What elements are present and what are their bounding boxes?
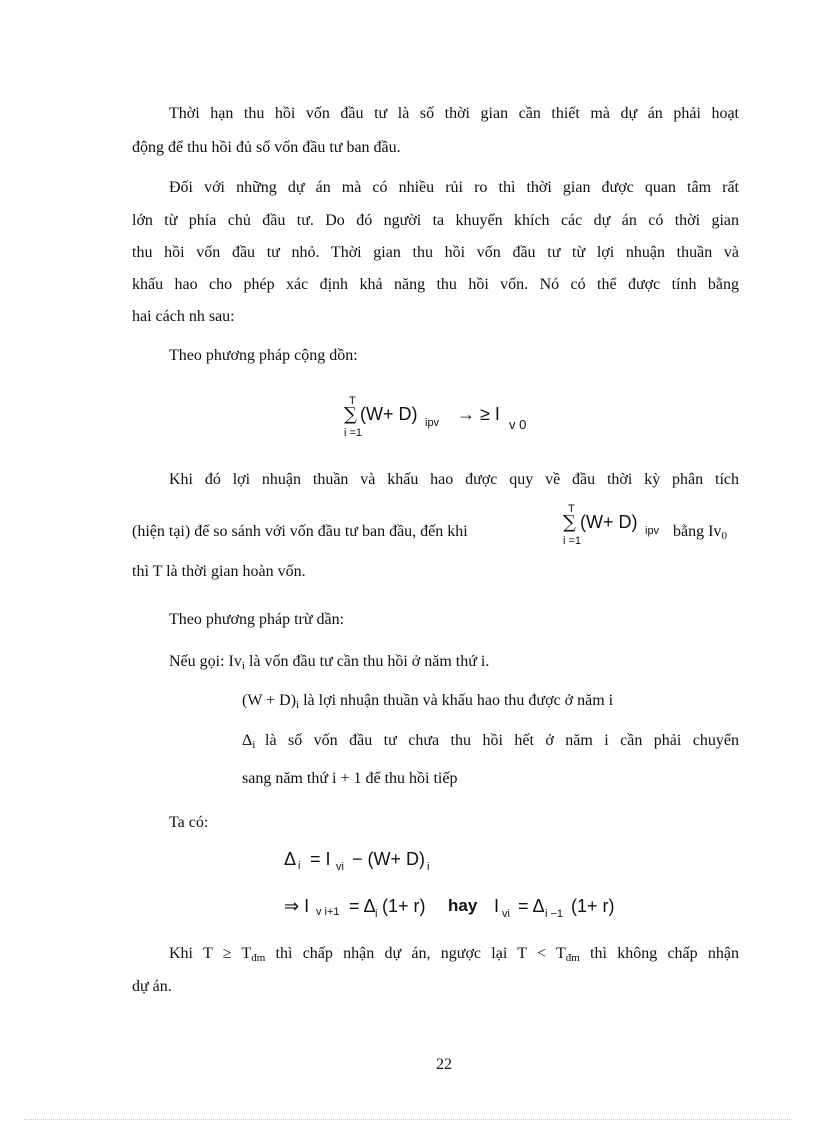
def-2-wd: (W + D) <box>242 692 297 709</box>
sum-lower-limit: i =1 <box>344 427 363 439</box>
definition-2 <box>242 691 613 711</box>
page-bottom-divider <box>24 1119 792 1120</box>
delta-glyph-sub: i <box>252 739 256 751</box>
ta-co-label: Ta có: <box>169 814 209 831</box>
f3-i: I <box>494 896 500 916</box>
def-2-sub: i <box>296 699 300 711</box>
arrow-geq-I: → ≥ I <box>457 404 500 424</box>
f2-one-plus-r: (1+ r) <box>382 896 426 916</box>
p4-part-b: thì chấp nhận dự án, ngược lại T < T <box>265 945 566 962</box>
paragraph-2-line-2: lớn từ phía chủ đầu tư. Do đó người ta khuyến khích các dự án có thời gian <box>132 212 739 229</box>
definition-3-line-1: là số vốn đầu tư chưa thu hồi hết ở năm i cần phải chuyển <box>265 732 739 749</box>
f1-equals-i: = I <box>310 849 331 869</box>
f2-implies-i: ⇒ I <box>284 896 310 916</box>
paragraph-3-line-3: thì T là thời gian hoàn vốn. <box>132 563 306 580</box>
definition-1 <box>169 652 489 672</box>
paragraph-4-line-2: dự án. <box>132 978 172 995</box>
equals-iv-text: bằng Iv <box>673 523 722 540</box>
paragraph-3-line-2-start: (hiện tại) để so sánh với vốn đầu tư ban đầu, đến khi <box>132 523 468 540</box>
f1-minus-wd: − (W+ D) <box>352 849 426 869</box>
f2-vi1-sub: v i+1 <box>316 906 340 918</box>
delta-symbol <box>242 731 255 751</box>
inline-sum-body: (W+ D) <box>580 512 638 532</box>
sigma-symbol: ∑ <box>344 404 357 425</box>
method-1-heading: Theo phương pháp cộng dồn: <box>169 347 358 364</box>
f3-i-minus-1-sub: i −1 <box>545 908 564 920</box>
f2-equals-delta: = Δ <box>349 896 376 916</box>
method-2-heading: Theo phương pháp trừ dần: <box>169 611 345 628</box>
delta-glyph: Δ <box>242 732 253 749</box>
p4-part-c: thì không chấp nhận <box>579 945 740 962</box>
f2-i-sub: i <box>375 908 378 920</box>
p4-sub-1: đm <box>251 952 266 964</box>
iv0-subscript: v 0 <box>509 417 527 432</box>
inline-sigma-symbol: ∑ <box>563 512 576 533</box>
inline-sum-lower: i =1 <box>563 535 582 547</box>
paragraph-1-line-1: Thời hạn thu hồi vốn đầu tư là số thời gian cần thiết mà dự án phải hoạt <box>169 105 739 122</box>
def-2-rest: là lợi nhuận thuần và khấu hao thu được ở năm i <box>299 692 614 709</box>
f1-delta: Δ <box>284 849 297 869</box>
paragraph-4-line-1 <box>169 944 739 964</box>
def-1-lead: Nếu gọi: Iv <box>169 653 242 670</box>
paragraph-2-line-5: hai cách nh sau: <box>132 308 235 325</box>
f3-equals-delta: = Δ <box>518 896 545 916</box>
inline-sum-subscript: ipv <box>645 525 660 537</box>
f3-one-plus-r: (1+ r) <box>571 896 615 916</box>
def-1-rest: là vốn đầu tư cần thu hồi ở năm thứ i. <box>244 653 490 670</box>
paragraph-1-line-2: động để thu hồi đủ số vốn đầu tư ban đầu. <box>132 139 401 156</box>
f1-i-sub: i <box>427 861 430 873</box>
sum-body: (W+ D) <box>360 404 418 424</box>
paragraph-2-line-3: thu hồi vốn đầu tư nhỏ. Thời gian thu hồi vốn đầu tư từ lợi nhuận thuần và <box>132 244 739 261</box>
f3-vi-sub: vi <box>502 908 510 920</box>
definition-3-line-2: sang năm thứ i + 1 để thu hồi tiếp <box>242 770 458 787</box>
page-number: 22 <box>436 1056 452 1073</box>
f1-vi-sub: vi <box>336 861 344 873</box>
p4-sub-2: đm <box>565 952 580 964</box>
inline-sum-upper: T <box>568 503 575 515</box>
p4-part-a: Khi T ≥ T <box>169 945 252 962</box>
paragraph-3-line-2-end <box>673 522 727 542</box>
iv-subscript: 0 <box>721 530 727 542</box>
sum-upper-limit: T <box>349 395 356 407</box>
paragraph-3-line-1: Khi đó lợi nhuận thuần và khấu hao được quy về đầu thời kỳ phân tích <box>169 471 739 488</box>
paragraph-2-line-4: khấu hao cho phép xác định khả năng thu hồi vốn. Nó có thể được tính bằng <box>132 276 739 293</box>
paragraph-2-line-1: Đối với những dự án mà có nhiều rủi ro thì thời gian được quan tâm rất <box>169 179 739 196</box>
sum-body-subscript: ipv <box>425 417 440 429</box>
def-1-sub: i <box>241 660 245 672</box>
f1-delta-sub: i <box>298 860 301 872</box>
hay-word: hay <box>448 896 478 915</box>
